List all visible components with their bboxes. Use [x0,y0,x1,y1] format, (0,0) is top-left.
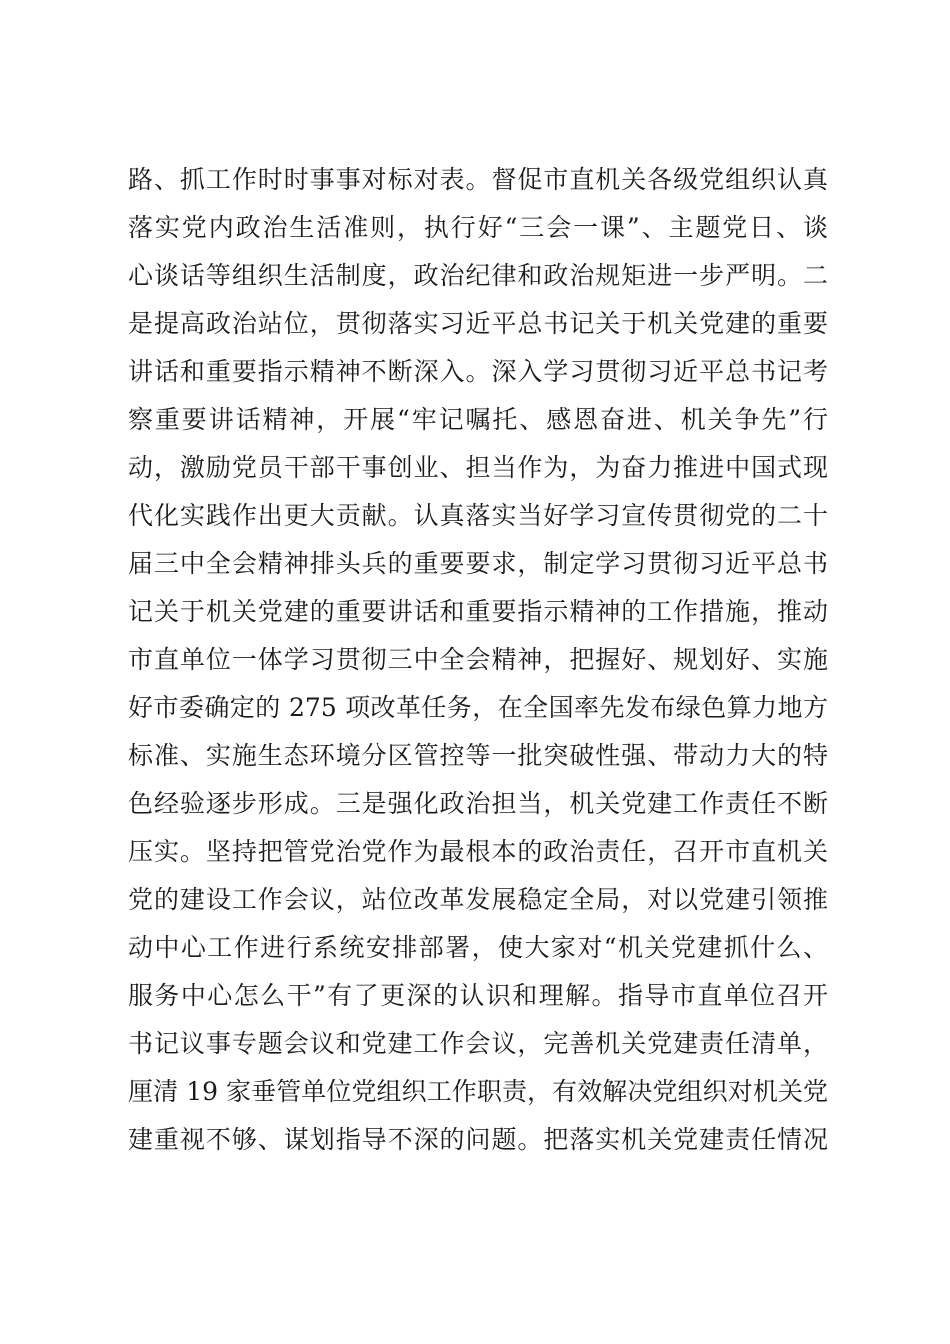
text-line: 服务中心怎么干”有了更深的认识和理解。指导市直单位召开 [128,981,828,1010]
text-line: 是提高政治站位，贯彻落实习近平总书记关于机关党建的重要 [128,309,828,338]
text-line: 察重要讲话精神，开展“牢记嘱托、感恩奋进、机关争先”行 [128,405,828,434]
text-line: 市直单位一体学习贯彻三中全会精神，把握好、规划好、实施 [128,645,828,674]
text-line: 记关于机关党建的重要讲话和重要指示精神的工作措施，推动 [128,597,828,626]
text-line: 讲话和重要指示精神不断深入。深入学习贯彻习近平总书记考 [128,357,828,386]
text-line: 好市委确定的 275 项改革任务，在全国率先发布绿色算力地方 [128,693,828,722]
text-line: 厘清 19 家垂管单位党组织工作职责，有效解决党组织对机关党 [128,1077,828,1106]
text-line: 书记议事专题会议和党建工作会议，完善机关党建责任清单， [128,1029,828,1058]
text-line: 党的建设工作会议，站位改革发展稳定全局，对以党建引领推 [128,885,828,914]
text-line: 压实。坚持把管党治党作为最根本的政治责任，召开市直机关 [128,837,828,866]
text-line: 动，激励党员干部干事创业、担当作为，为奋力推进中国式现 [128,453,828,482]
text-line: 色经验逐步形成。三是强化政治担当，机关党建工作责任不断 [128,789,828,818]
text-line: 路、抓工作时时事事对标对表。督促市直机关各级党组织认真 [128,165,828,194]
text-line: 动中心工作进行系统安排部署，使大家对“机关党建抓什么、 [128,933,828,962]
text-line: 标准、实施生态环境分区管控等一批突破性强、带动力大的特 [128,741,828,770]
text-line: 建重视不够、谋划指导不深的问题。把落实机关党建责任情况 [128,1125,828,1154]
text-line: 落实党内政治生活准则，执行好“三会一课”、主题党日、谈 [128,213,828,242]
text-line: 代化实践作出更大贡献。认真落实当好学习宣传贯彻党的二十 [128,501,828,530]
body-text [128,156,828,1164]
text-line: 届三中全会精神排头兵的重要要求，制定学习贯彻习近平总书 [128,549,828,578]
text-line: 心谈话等组织生活制度，政治纪律和政治规矩进一步严明。二 [128,261,828,290]
